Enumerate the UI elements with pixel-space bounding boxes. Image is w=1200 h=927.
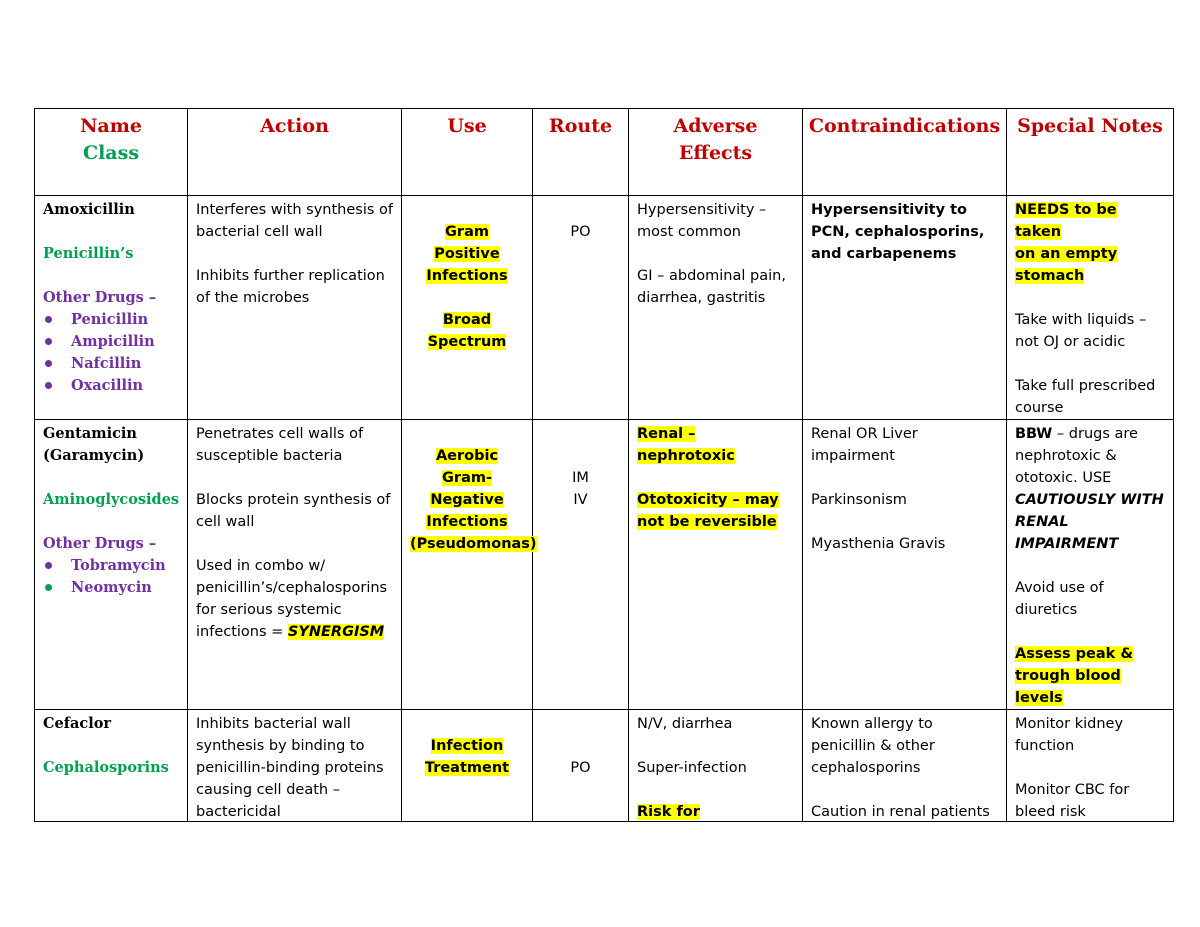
other-drugs-label: Other Drugs – bbox=[43, 535, 157, 552]
adverse-text: Hypersensitivity – most common bbox=[637, 202, 767, 240]
other-drugs-label: Other Drugs – bbox=[43, 289, 157, 306]
other-drug: Tobramycin bbox=[71, 557, 166, 574]
notes-text: – drugs are nephrotoxic & ototoxic. USE bbox=[1015, 426, 1138, 486]
other-drug: Nafcillin bbox=[71, 355, 142, 372]
contra-text: Parkinsonism bbox=[811, 492, 907, 508]
adverse-text: Renal – nephrotoxic bbox=[637, 426, 735, 464]
cell-special-notes bbox=[1007, 420, 1174, 710]
header-use bbox=[402, 109, 533, 196]
adverse-text: not be reversible bbox=[637, 514, 777, 530]
bullet-icon bbox=[45, 360, 52, 367]
use-text: Infections bbox=[426, 514, 508, 530]
bullet-icon bbox=[45, 584, 52, 591]
notes-text: on an empty bbox=[1015, 246, 1118, 262]
action-text: Inhibits bacterial wall synthesis by binding to penicillin-binding proteins causing cell death – bactericidal bbox=[196, 716, 384, 820]
cell-contraindications bbox=[803, 196, 1007, 420]
bullet-icon bbox=[45, 338, 52, 345]
notes-text: trough blood levels bbox=[1015, 668, 1121, 706]
contra-text: Myasthenia Gravis bbox=[811, 536, 946, 552]
cell-route bbox=[533, 196, 629, 420]
cell-route bbox=[533, 710, 629, 822]
list-item bbox=[71, 309, 179, 331]
notes-text: Monitor kidney function bbox=[1015, 716, 1124, 754]
notes-text: stomach bbox=[1015, 268, 1085, 284]
header-row bbox=[35, 109, 1174, 196]
cell-use bbox=[402, 420, 537, 710]
use-text: Negative bbox=[430, 492, 504, 508]
notes-text: Monitor CBC for bleed risk bbox=[1015, 782, 1130, 820]
header-name-class bbox=[35, 109, 188, 196]
drug-class: Cephalosporins bbox=[43, 759, 169, 776]
header-action-label: Action bbox=[260, 115, 329, 137]
action-text: Penetrates cell walls of susceptible bacteria bbox=[196, 426, 364, 464]
drug-name: Amoxicillin bbox=[43, 201, 135, 218]
cell-action bbox=[188, 710, 402, 822]
drug-name: Cefaclor bbox=[43, 715, 112, 732]
cell-name-class bbox=[35, 196, 188, 420]
cell-contraindications bbox=[803, 420, 1007, 710]
cell-adverse bbox=[629, 420, 803, 710]
cell-action bbox=[188, 420, 402, 710]
cell-action bbox=[188, 196, 402, 420]
use-text: Treatment bbox=[424, 760, 510, 776]
action-text: Inhibits further replication of the microbes bbox=[196, 268, 385, 306]
action-text: Blocks protein synthesis of cell wall bbox=[196, 492, 391, 530]
contra-text: Known allergy to penicillin & other cephalosporins bbox=[811, 716, 935, 776]
bullet-icon bbox=[45, 562, 52, 569]
other-drugs-list bbox=[43, 555, 179, 599]
notes-caution: CAUTIOUSLY WITH RENAL IMPAIRMENT bbox=[1015, 492, 1164, 552]
notes-text: NEEDS to be taken bbox=[1015, 202, 1117, 240]
header-notes-label: Special Notes bbox=[1017, 115, 1163, 137]
list-item bbox=[71, 577, 179, 599]
action-text: Used in combo w/ penicillin’s/cephalosporins for serious systemic infections = bbox=[196, 558, 388, 640]
route-text: PO bbox=[570, 760, 591, 776]
route-text: PO bbox=[570, 224, 591, 240]
route-text: IM bbox=[572, 470, 589, 486]
other-drug: Neomycin bbox=[71, 579, 152, 596]
bullet-icon bbox=[45, 316, 52, 323]
header-contra-label: Contraindications bbox=[808, 115, 1001, 137]
notes-text: Avoid use of diuretics bbox=[1015, 580, 1104, 618]
cell-adverse bbox=[629, 196, 803, 420]
drug-table bbox=[34, 108, 1174, 822]
list-item bbox=[71, 353, 179, 375]
bullet-icon bbox=[45, 382, 52, 389]
header-class: Class bbox=[82, 142, 140, 164]
contra-text: Renal OR Liver impairment bbox=[811, 426, 918, 464]
adverse-text: Ototoxicity – may bbox=[637, 492, 779, 508]
drug-brand-name: (Garamycin) bbox=[43, 447, 145, 464]
route-text: IV bbox=[573, 492, 588, 508]
cell-adverse bbox=[629, 710, 803, 822]
use-text: Infections bbox=[426, 268, 508, 284]
drug-class: Aminoglycosides bbox=[43, 491, 180, 508]
other-drugs-list bbox=[43, 309, 179, 397]
header-route-label: Route bbox=[548, 115, 613, 137]
header-name: Name bbox=[80, 115, 142, 137]
use-text: Infection bbox=[430, 738, 504, 754]
cell-name-class bbox=[35, 420, 188, 710]
cell-name-class bbox=[35, 710, 188, 822]
use-text: Broad bbox=[442, 312, 492, 328]
other-drug: Penicillin bbox=[71, 311, 149, 328]
notes-text: Take with liquids – not OJ or acidic bbox=[1015, 312, 1147, 350]
header-adverse-line1: Adverse bbox=[673, 115, 758, 137]
table-row bbox=[35, 710, 1174, 822]
adverse-text: GI – abdominal pain, diarrhea, gastritis bbox=[637, 268, 786, 306]
use-text: (Pseudomonas) bbox=[410, 536, 537, 552]
notes-text: Take full prescribed course bbox=[1015, 378, 1156, 416]
use-text: Gram Positive bbox=[434, 224, 500, 262]
bbw-label: BBW bbox=[1015, 426, 1053, 442]
header-action bbox=[188, 109, 402, 196]
use-text: Aerobic Gram- bbox=[435, 448, 499, 486]
header-contraindications bbox=[803, 109, 1007, 196]
other-drug: Oxacillin bbox=[71, 377, 144, 394]
drug-name: Gentamicin bbox=[43, 425, 137, 442]
cell-use bbox=[402, 196, 533, 420]
list-item bbox=[71, 331, 179, 353]
header-adverse bbox=[629, 109, 803, 196]
action-text: Interferes with synthesis of bacterial cell wall bbox=[196, 202, 394, 240]
drug-class: Penicillin’s bbox=[43, 245, 134, 262]
cell-contraindications bbox=[803, 710, 1007, 822]
cell-special-notes bbox=[1007, 196, 1174, 420]
header-use-label: Use bbox=[447, 115, 487, 137]
adverse-text: Super-infection bbox=[637, 760, 747, 776]
cell-use bbox=[402, 710, 533, 822]
header-adverse-line2: Effects bbox=[678, 142, 753, 164]
contra-text: Hypersensitivity to PCN, cephalosporins, and carbapenems bbox=[811, 202, 985, 262]
contra-text: Caution in renal patients bbox=[811, 804, 990, 820]
synergism-highlight: SYNERGISM bbox=[287, 624, 385, 640]
table-row bbox=[35, 196, 1174, 420]
notes-text: Assess peak & bbox=[1015, 646, 1133, 662]
list-item bbox=[71, 555, 179, 577]
header-special-notes bbox=[1007, 109, 1174, 196]
use-text: Spectrum bbox=[427, 334, 507, 350]
adverse-text: N/V, diarrhea bbox=[637, 716, 733, 732]
adverse-text: Risk for bbox=[637, 804, 700, 820]
cell-route bbox=[533, 420, 629, 710]
list-item bbox=[71, 375, 179, 397]
cell-special-notes bbox=[1007, 710, 1174, 822]
header-route bbox=[533, 109, 629, 196]
table-row bbox=[35, 420, 1174, 710]
other-drug: Ampicillin bbox=[71, 333, 155, 350]
